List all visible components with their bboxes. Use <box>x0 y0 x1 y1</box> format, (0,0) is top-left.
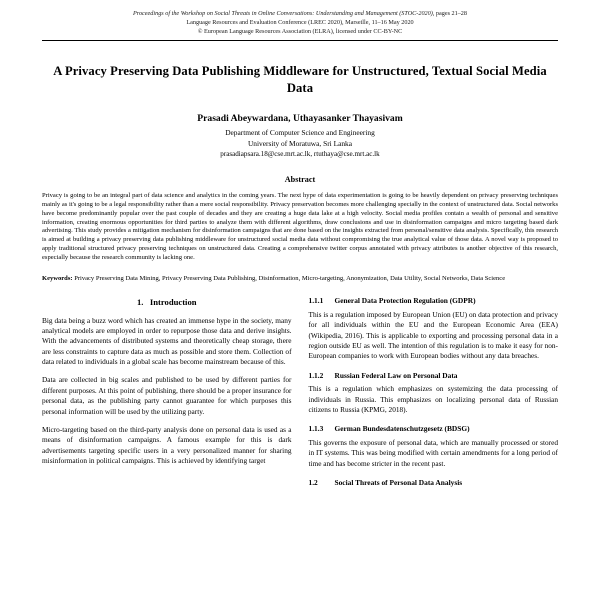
subsection-number: 1.1.3 <box>308 424 324 434</box>
subsection-body-bdsg: This governs the exposure of personal data, which are manually processed or stored in IT systems. This was being modified with certain amendments for a long period of time and has become stricter in the recent past. <box>308 437 558 468</box>
intro-paragraph-1: Big data being a buzz word which has created an immense hype in the society, many analytical models are employed in order to repurpose those data and derive insights. With the advancements of distributed systems and theoretically cheap storage, there are less constraints to capture data as much as possible and store them. Collection of data related to individuals in a global scale has become mainstream because of this. <box>42 315 292 367</box>
subsection-number: 1.1.2 <box>308 370 324 380</box>
subsection-heading-social-threats <box>309 478 559 489</box>
page-header <box>42 10 558 41</box>
subsection-title: Social Threats of Personal Data Analysis <box>334 477 463 487</box>
header-page-range: , pages 21–28 <box>432 10 467 17</box>
subsection-title: German Bundesdatenschutzgesetz (BDSG) <box>334 424 470 434</box>
subsection-number: 1.1.1 <box>308 296 324 306</box>
keywords-label: Keywords: <box>42 274 73 282</box>
body-columns <box>42 296 558 491</box>
subsection-heading-gdpr <box>309 296 559 307</box>
page-title: A Privacy Preserving Data Publishing Middleware for Unstructured, Textual Social Media Data <box>53 63 547 95</box>
subsection-title: Russian Federal Law on Personal Data <box>334 370 458 380</box>
section-number: 1. <box>136 297 144 308</box>
header-divider <box>42 40 558 41</box>
abstract-heading: Abstract <box>284 175 316 185</box>
left-column <box>42 296 292 491</box>
intro-paragraph-3: Micro-targeting based on the third-party analysis done on personal data is used as a means of disinformation campaigns. A famous example for this is dark advertisements targeting specific users in a very personalized manner for sharing misinformation in political campaigns. This is achieved by identifying target <box>42 424 292 465</box>
author-emails: prasadiapsara.18@cse.mrt.ac.lk, rtuthaya@cse.mrt.ac.lk <box>220 150 380 159</box>
section-heading-introduction <box>42 296 292 308</box>
header-license-line: © European Language Resources Association (ELRA), licensed under CC-BY-NC <box>197 27 403 35</box>
subsection-body-gdpr: This is a regulation imposed by European Union (EU) on data protection and privacy for all individuals within the EU and the European Economic Area (EEA) (Wikipedia, 2016). This is applicable to exporting and processing personal data in a region outside EU as well. The intention of this regulation is to make it easy for non-European companies to work with European bodies without any data breaches. <box>308 309 558 361</box>
intro-paragraph-2: Data are collected in big scales and published to be used by different parties for different purposes. At this point of publishing, there should be a proper insurance for personal data, as the publishing party cannot guarantee for which purposes this personal information will be used by the utilizing party. <box>42 375 292 416</box>
header-conference-line: Language Resources and Evaluation Conference (LREC 2020), Marseille, 11–16 May 2020 <box>186 18 414 26</box>
subsection-number: 1.2 <box>308 477 318 487</box>
abstract-text: Privacy is going to be an integral part of data science and analytics in the coming years. The next hype of data experimentation is going to be heavily dependent on privacy preserving techniques mainly as it's going to be a legal responsibility rather than a mere social responsibility. Privacy preservation becomes more challenging specially in the context of unstructured data. Social networks have become predominantly popular over the past couple of decades and they are creating a huge data lake at a high velocity. Social media profiles contain a wealth of personal and sensitive information, creating enormous opportunities for third parties to analyze them with different algorithms, draw conclusions and use in disinformation campaigns and micro targeting based dark advertising. This study provides a mitigation mechanism for disinformation campaigns that are done based on the insights extracted from personal/sensitive data analysis. Specifically, this research is aimed at building a privacy preserving data publishing middleware for unstructured social media data without compromising the true analytical value of those data. A novel way is proposed to apply traditional structured privacy preserving techniques on unstructured data. Creating a comprehensive twitter corpus annotated with privacy attributes is another objective of this research, especially because the research community is lacking one. <box>42 192 558 261</box>
header-proceedings-line <box>42 10 558 19</box>
keywords-text: Privacy Preserving Data Mining, Privacy Preserving Data Publishing, Disinformation, Micro-targeting, Anonymization, Data Utility, Social Networks, Data Science <box>72 274 506 282</box>
subsection-heading-russian-law <box>309 371 559 382</box>
subsection-title: General Data Protection Regulation (GDPR) <box>334 296 476 306</box>
header-proceedings-title: Proceedings of the Workshop on Social Threats in Online Conversations: Understanding and Management (STOC-2020) <box>133 10 433 17</box>
affiliation-university: University of Moratuwa, Sri Lanka <box>247 138 353 148</box>
affiliation-department: Department of Computer Science and Engineering <box>225 127 375 137</box>
section-title: Introduction <box>149 297 197 308</box>
subsection-heading-bdsg <box>309 424 559 435</box>
right-column <box>309 296 559 491</box>
author-list: Prasadi Abeywardana, Uthayasanker Thayasivam <box>197 112 403 124</box>
subsection-body-russian-law: This is a regulation which emphasizes on systemizing the data processing of individuals in Russia. This emphasizes on localizing personal data of Russian citizens to Russia (KPMG, 2018). <box>308 384 558 414</box>
keywords-block <box>42 275 558 284</box>
